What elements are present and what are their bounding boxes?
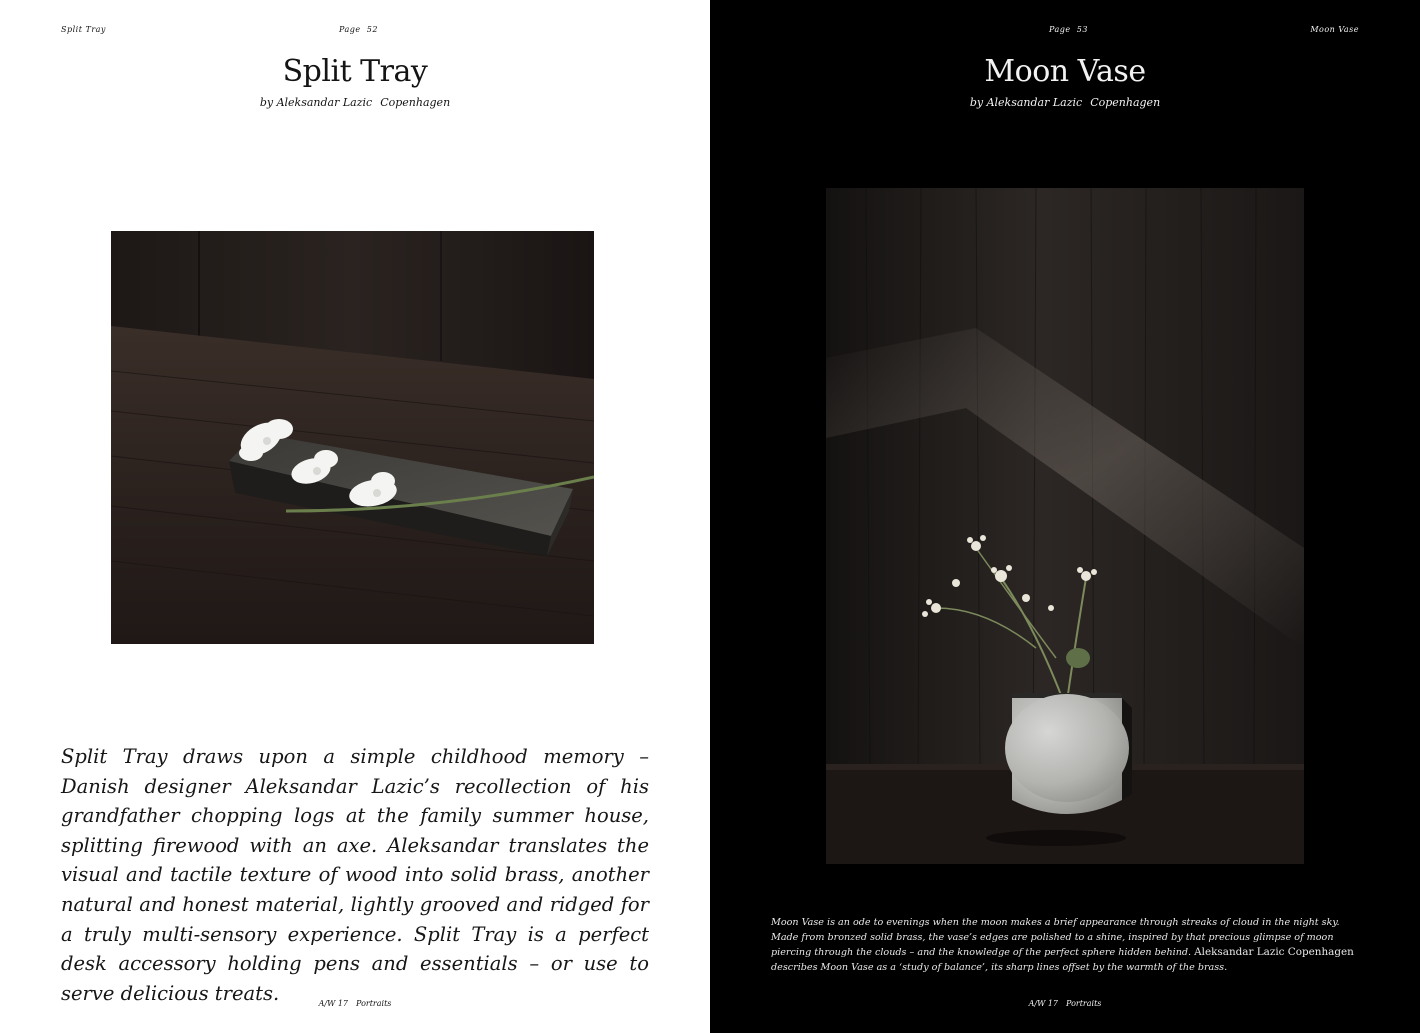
split-tray-photo bbox=[111, 231, 594, 644]
page-label: Page bbox=[1049, 25, 1071, 34]
footer-issue: A/W 17 bbox=[318, 999, 349, 1008]
page-number-right bbox=[1049, 25, 1088, 34]
right-page bbox=[710, 0, 1420, 1033]
byline-designer: by Aleksandar Lazic bbox=[259, 96, 373, 109]
byline-city: Copenhagen bbox=[1090, 96, 1161, 109]
page-title: Moon Vase bbox=[984, 54, 1146, 89]
moon-vase-photo bbox=[826, 188, 1304, 864]
byline-city: Copenhagen bbox=[380, 96, 451, 109]
footer-issue: A/W 17 bbox=[1028, 999, 1059, 1008]
body-text bbox=[771, 916, 1361, 975]
page-number: 53 bbox=[1076, 25, 1088, 34]
body-text-part-2: describes Moon Vase as a ‘study of balance’, its sharp lines offset by the warmth of the brass. bbox=[771, 961, 1228, 973]
running-header-right: Moon Vase bbox=[1310, 25, 1359, 34]
body-text: Split Tray draws upon a simple childhood memory – Danish designer Aleksandar Lazic’s recollection of his grandfather chopping logs at the family summer house, splitting firewood with an axe. Aleksandar translates the visual and tactile texture of wood into solid brass, another natural and honest material, lightly grooved and ridged for a truly multi-sensory experience. Split Tray is a perfect desk accessory holding pens and essentials – or use to serve delicious treats. bbox=[61, 745, 649, 1005]
running-header-left: Split Tray bbox=[61, 25, 106, 34]
page-number-left bbox=[339, 25, 378, 34]
footer-section: Portraits bbox=[1066, 999, 1102, 1008]
page-footer bbox=[710, 999, 1420, 1008]
footer-section: Portraits bbox=[356, 999, 392, 1008]
page-footer bbox=[0, 999, 710, 1008]
page-title: Split Tray bbox=[282, 54, 428, 89]
page-label: Page bbox=[339, 25, 361, 34]
byline-designer: by Aleksandar Lazic bbox=[969, 96, 1083, 109]
page-number: 52 bbox=[366, 25, 378, 34]
body-brand-name: Aleksandar Lazic Copenhagen bbox=[1194, 946, 1354, 959]
byline bbox=[710, 96, 1420, 109]
body-text-part-1: Moon Vase is an ode to evenings when the moon makes a brief appearance through streaks of cloud in the night sky. Made from bronzed solid brass, the vase’s edges are polished to a shine, inspired by that precious glimpse of moon piercing through the clouds – and the knowledge of the perfect sphere hidden behind. bbox=[771, 917, 1340, 959]
byline bbox=[0, 96, 710, 109]
